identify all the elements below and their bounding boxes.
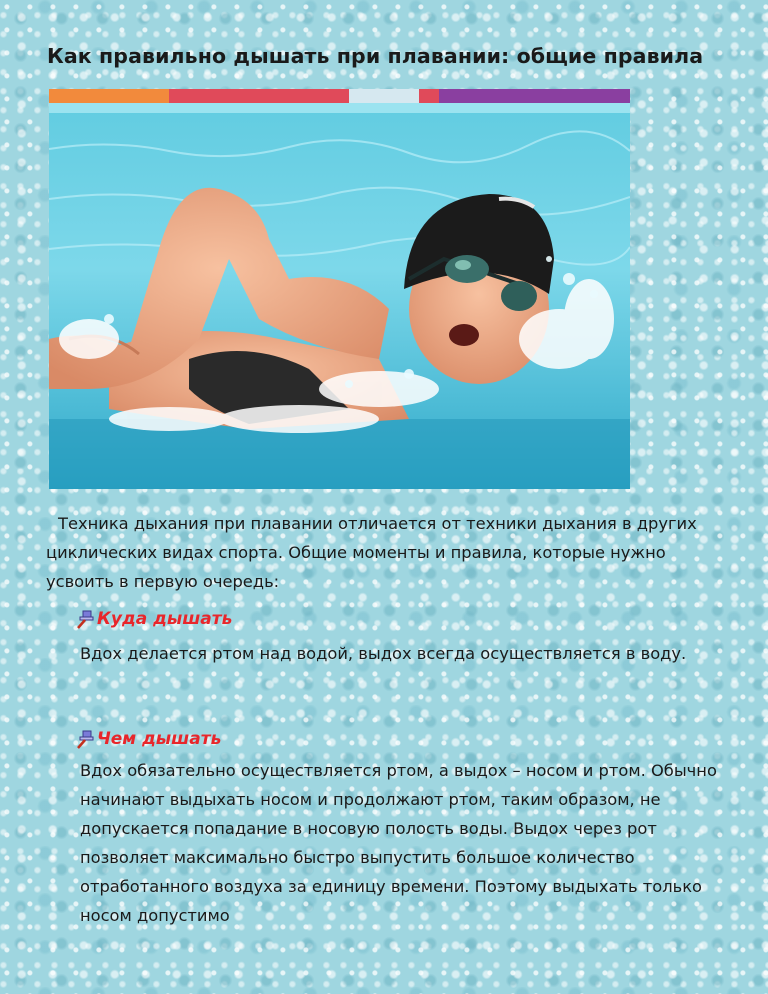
- section-what-to-breathe-with: [74, 726, 734, 930]
- section-body: Вдох обязательно осуществляется ртом, а выдох – носом и ртом. Обычно начинают выдыхать носом и продолжают ртом, таким образом, не допускается попадание в носовую полость воды. Выдох через рот позволяет максимально быстро выпустить большое количество отработанного воздуха за единицу времени. Поэтому выдыхать только носом допустимо: [80, 761, 717, 925]
- section-heading: [74, 606, 734, 632]
- intro-paragraph: Техника дыхания при плавании отличается от техники дыхания в других циклических видах спорта. Общие моменты и правила, которые нужно усвоить в первую очередь:: [46, 514, 697, 591]
- section-title: Куда дышать: [97, 609, 233, 629]
- section-title: Чем дышать: [97, 729, 222, 749]
- section-heading: [74, 726, 734, 752]
- page-title: Как правильно дышать при плавании: общие правила: [47, 44, 704, 68]
- pushpin-bullet-icon: [74, 728, 96, 750]
- pushpin-bullet-icon: [74, 608, 96, 630]
- section-where-to-breathe: [74, 606, 734, 668]
- swimmer-photo: [49, 89, 630, 489]
- section-body: Вдох делается ртом над водой, выдох всегда осуществляется в воду.: [80, 644, 687, 663]
